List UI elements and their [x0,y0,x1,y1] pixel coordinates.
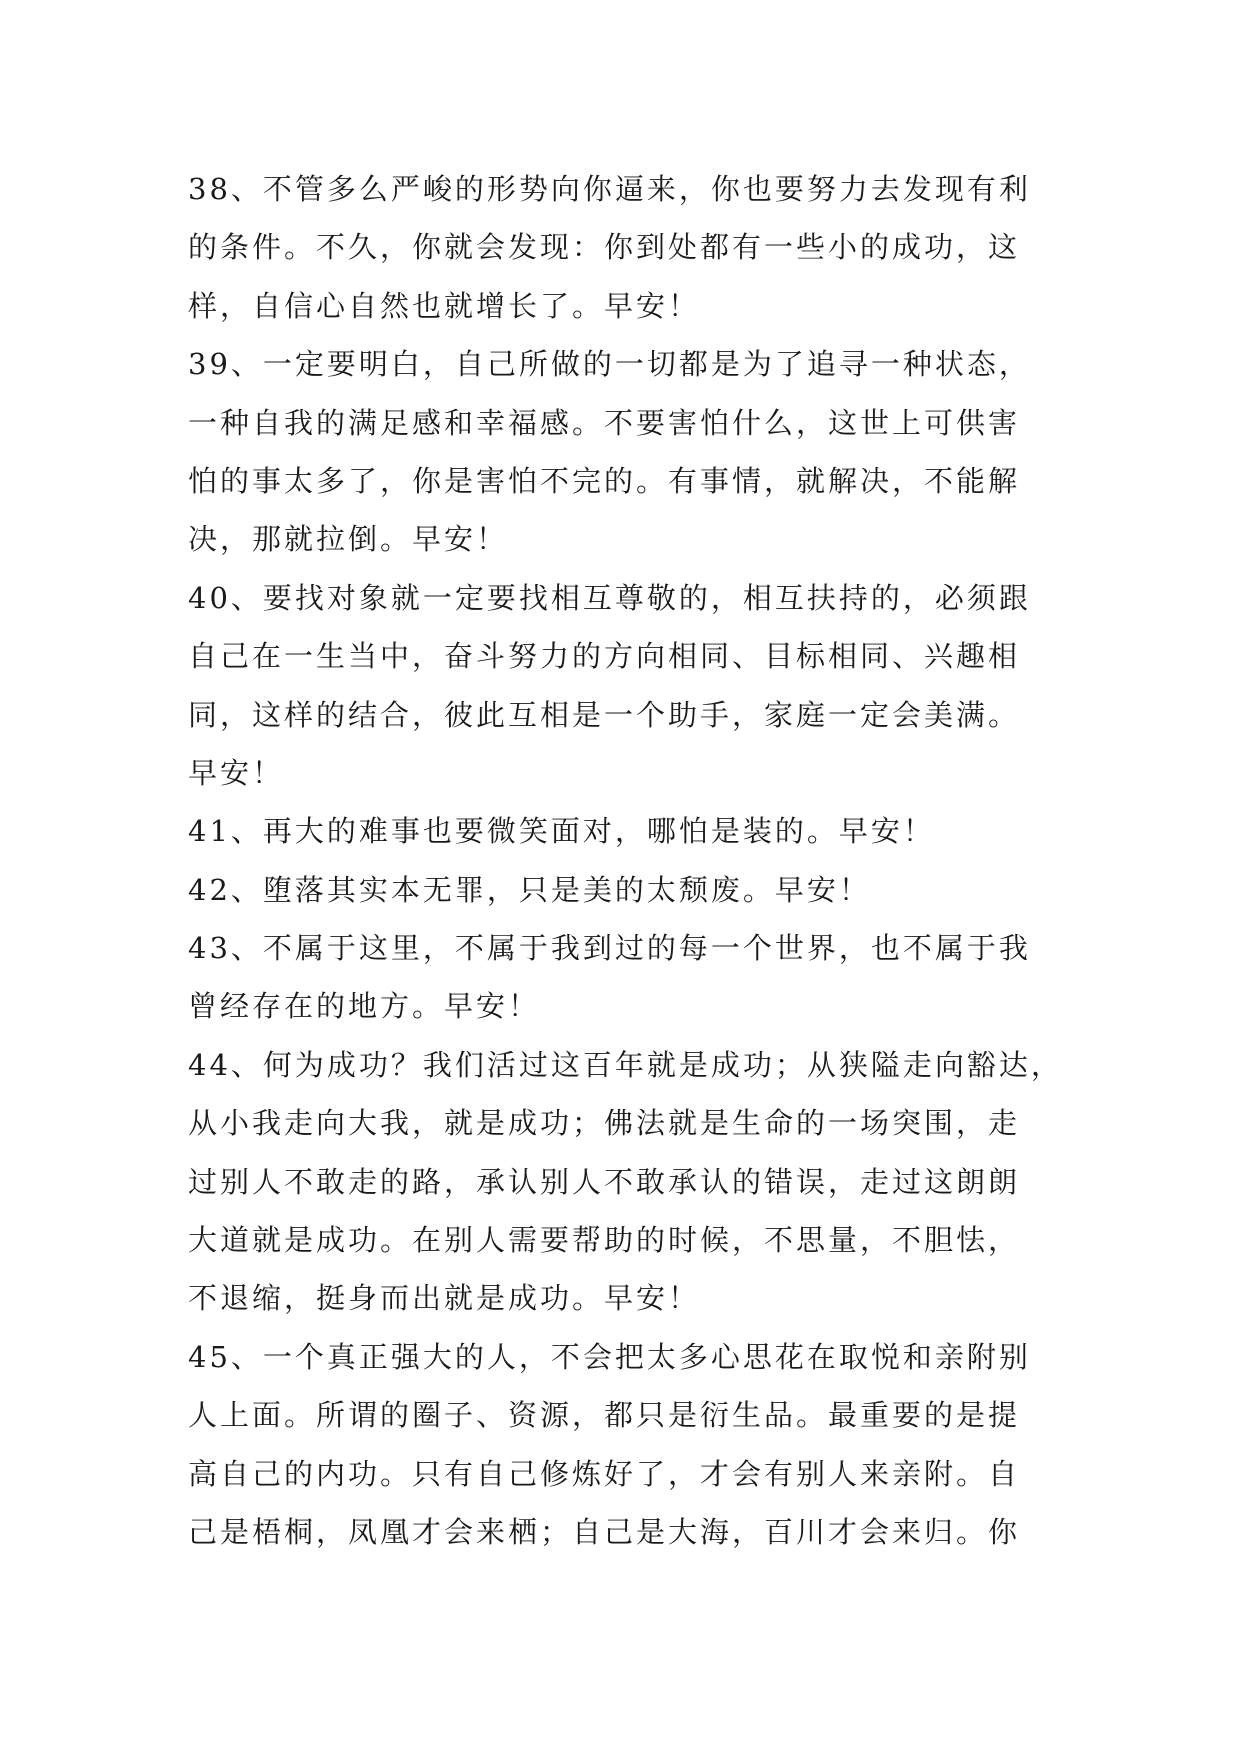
text-line: 的条件。不久，你就会发现：你到处都有一些小的成功，这 [188,230,1021,265]
text-line: 43、不属于这里，不属于我到过的每一个世界，也不属于我 [188,931,1031,966]
text-line: 己是梧桐，凤凰才会来栖；自己是大海，百川才会来归。你 [188,1514,1021,1549]
text-line: 怕的事太多了，你是害怕不完的。有事情，就解决，不能解 [188,463,1021,498]
text-line: 一种自我的满足感和幸福感。不要害怕什么，这世上可供害 [188,405,1021,440]
text-line: 40、要找对象就一定要找相互尊敬的，相互扶持的，必须跟 [188,580,1031,615]
text-line: 高自己的内功。只有自己修炼好了，才会有别人来亲附。自 [188,1456,1021,1491]
text-line: 45、一个真正强大的人，不会把太多心思花在取悦和亲附别 [188,1339,1031,1374]
text-line: 大道就是成功。在别人需要帮助的时候，不思量，不胆怯， [188,1223,1021,1258]
text-line: 样，自信心自然也就增长了。早安！ [188,288,701,323]
text-line: 44、何为成功？我们活过这百年就是成功；从狭隘走向豁达， [188,1047,1063,1082]
text-line: 自己在一生当中，奋斗努力的方向相同、目标相同、兴趣相 [188,639,1021,674]
text-line: 39、一定要明白，自己所做的一切都是为了追寻一种状态， [188,347,1031,382]
text-line: 人上面。所谓的圈子、资源，都只是衍生品。最重要的是提 [188,1398,1021,1433]
text-line: 决，那就拉倒。早安！ [188,522,509,557]
text-line: 同，这样的结合，彼此互相是一个助手，家庭一定会美满。 [188,697,1021,732]
text-line: 41、再大的难事也要微笑面对，哪怕是装的。早安！ [188,814,935,849]
text-line: 38、不管多么严峻的形势向你逼来，你也要努力去发现有利 [188,172,1031,206]
text-line: 早安！ [188,755,285,790]
text-line: 不退缩，挺身而出就是成功。早安！ [188,1281,701,1316]
text-line: 过别人不敢走的路，承认别人不敢承认的错误，走过这朗朗 [188,1164,1021,1199]
text-line: 42、堕落其实本无罪，只是美的太颓废。早安！ [188,872,871,907]
document-body [188,160,1068,1561]
text-line: 曾经存在的地方。早安！ [188,989,541,1024]
text-line: 从小我走向大我，就是成功；佛法就是生命的一场突围，走 [188,1106,1021,1141]
